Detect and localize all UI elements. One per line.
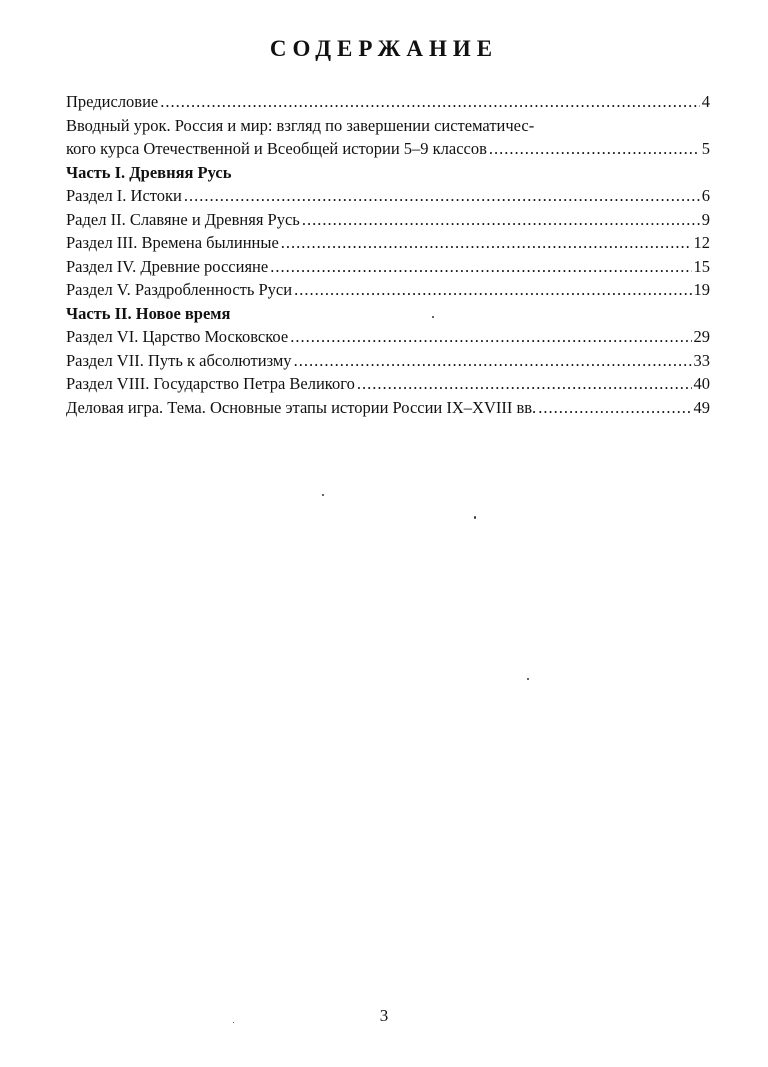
leader-dots: [160, 90, 700, 114]
scan-speck: [527, 678, 529, 680]
toc-entry-intro: [66, 137, 710, 161]
toc-entry-intro-line1: Вводный урок. Россия и мир: взгляд по завершении систематичес-: [66, 115, 535, 135]
toc-entry-page: 40: [693, 374, 710, 393]
leader-dots: [281, 231, 692, 255]
leader-dots: [184, 184, 700, 208]
toc-entry-page: 49: [693, 397, 710, 417]
toc-entry-label: Раздел VI. Царство Московское: [66, 327, 289, 346]
toc-entry-label: Радел II. Славяне и Древняя Русь: [66, 209, 300, 229]
scan-speck: [322, 494, 324, 496]
toc-entry-label: Раздел IV. Древние россияне: [66, 256, 269, 276]
toc-entry-section-2: [66, 208, 710, 232]
toc-entry-page: 15: [693, 256, 710, 276]
toc-entry-section-3: [66, 231, 710, 255]
toc-entry-label: Предисловие: [66, 92, 159, 111]
toc-entry-label: Раздел VIII. Государство Петра Великого: [66, 374, 355, 393]
toc-entry-label: Деловая игра. Тема. Основные этапы истории России IX–XVIII вв.: [66, 397, 537, 417]
toc-entry-page: 9: [701, 209, 710, 229]
leader-dots: [294, 278, 691, 302]
toc-entry-label: Раздел VII. Путь к абсолютизму: [66, 350, 292, 370]
toc-entry-page: 19: [693, 280, 710, 299]
leader-dots: [290, 325, 691, 349]
toc-entry-page: 29: [693, 327, 710, 346]
toc-entry-page: 33: [693, 350, 710, 370]
toc-entry-section-1: [66, 184, 710, 208]
toc-part-heading-1: Часть I. Древняя Русь: [66, 162, 232, 182]
toc-entry-business-game: [66, 396, 710, 420]
toc-entry-section-5: [66, 278, 710, 302]
toc-entry-section-7: [66, 349, 710, 373]
toc-entry-page: 12: [693, 233, 710, 252]
leader-dots: [357, 372, 692, 396]
toc-entry-section-8: [66, 372, 710, 396]
toc-part-heading-2: Часть II. Новое время: [66, 303, 231, 323]
toc-entry-page: 6: [701, 186, 710, 205]
toc-entry-label: кого курса Отечественной и Всеобщей истории 5–9 классов: [66, 139, 487, 158]
toc-entry-label: Раздел I. Истоки: [66, 186, 182, 205]
leader-dots: [302, 208, 700, 232]
scan-speck: [474, 516, 476, 519]
toc-entry-label: Раздел III. Времена былинные: [66, 233, 279, 252]
page-title: СОДЕРЖАНИЕ: [269, 36, 499, 61]
toc-entry-label: Раздел V. Раздробленность Руси: [66, 280, 293, 299]
toc-entry-section-6: [66, 325, 710, 349]
toc-entry-page: 5: [701, 139, 710, 158]
toc-entry-section-4: [66, 255, 710, 279]
toc-entry-preface: [66, 90, 710, 114]
leader-dots: [294, 349, 692, 373]
table-of-contents: [66, 90, 710, 419]
leader-dots: [489, 137, 700, 161]
leader-dots: [270, 255, 691, 279]
toc-entry-page: 4: [701, 92, 710, 111]
scan-speck: [432, 316, 434, 318]
leader-dots: [538, 396, 691, 420]
page-number: 3: [379, 1006, 389, 1025]
